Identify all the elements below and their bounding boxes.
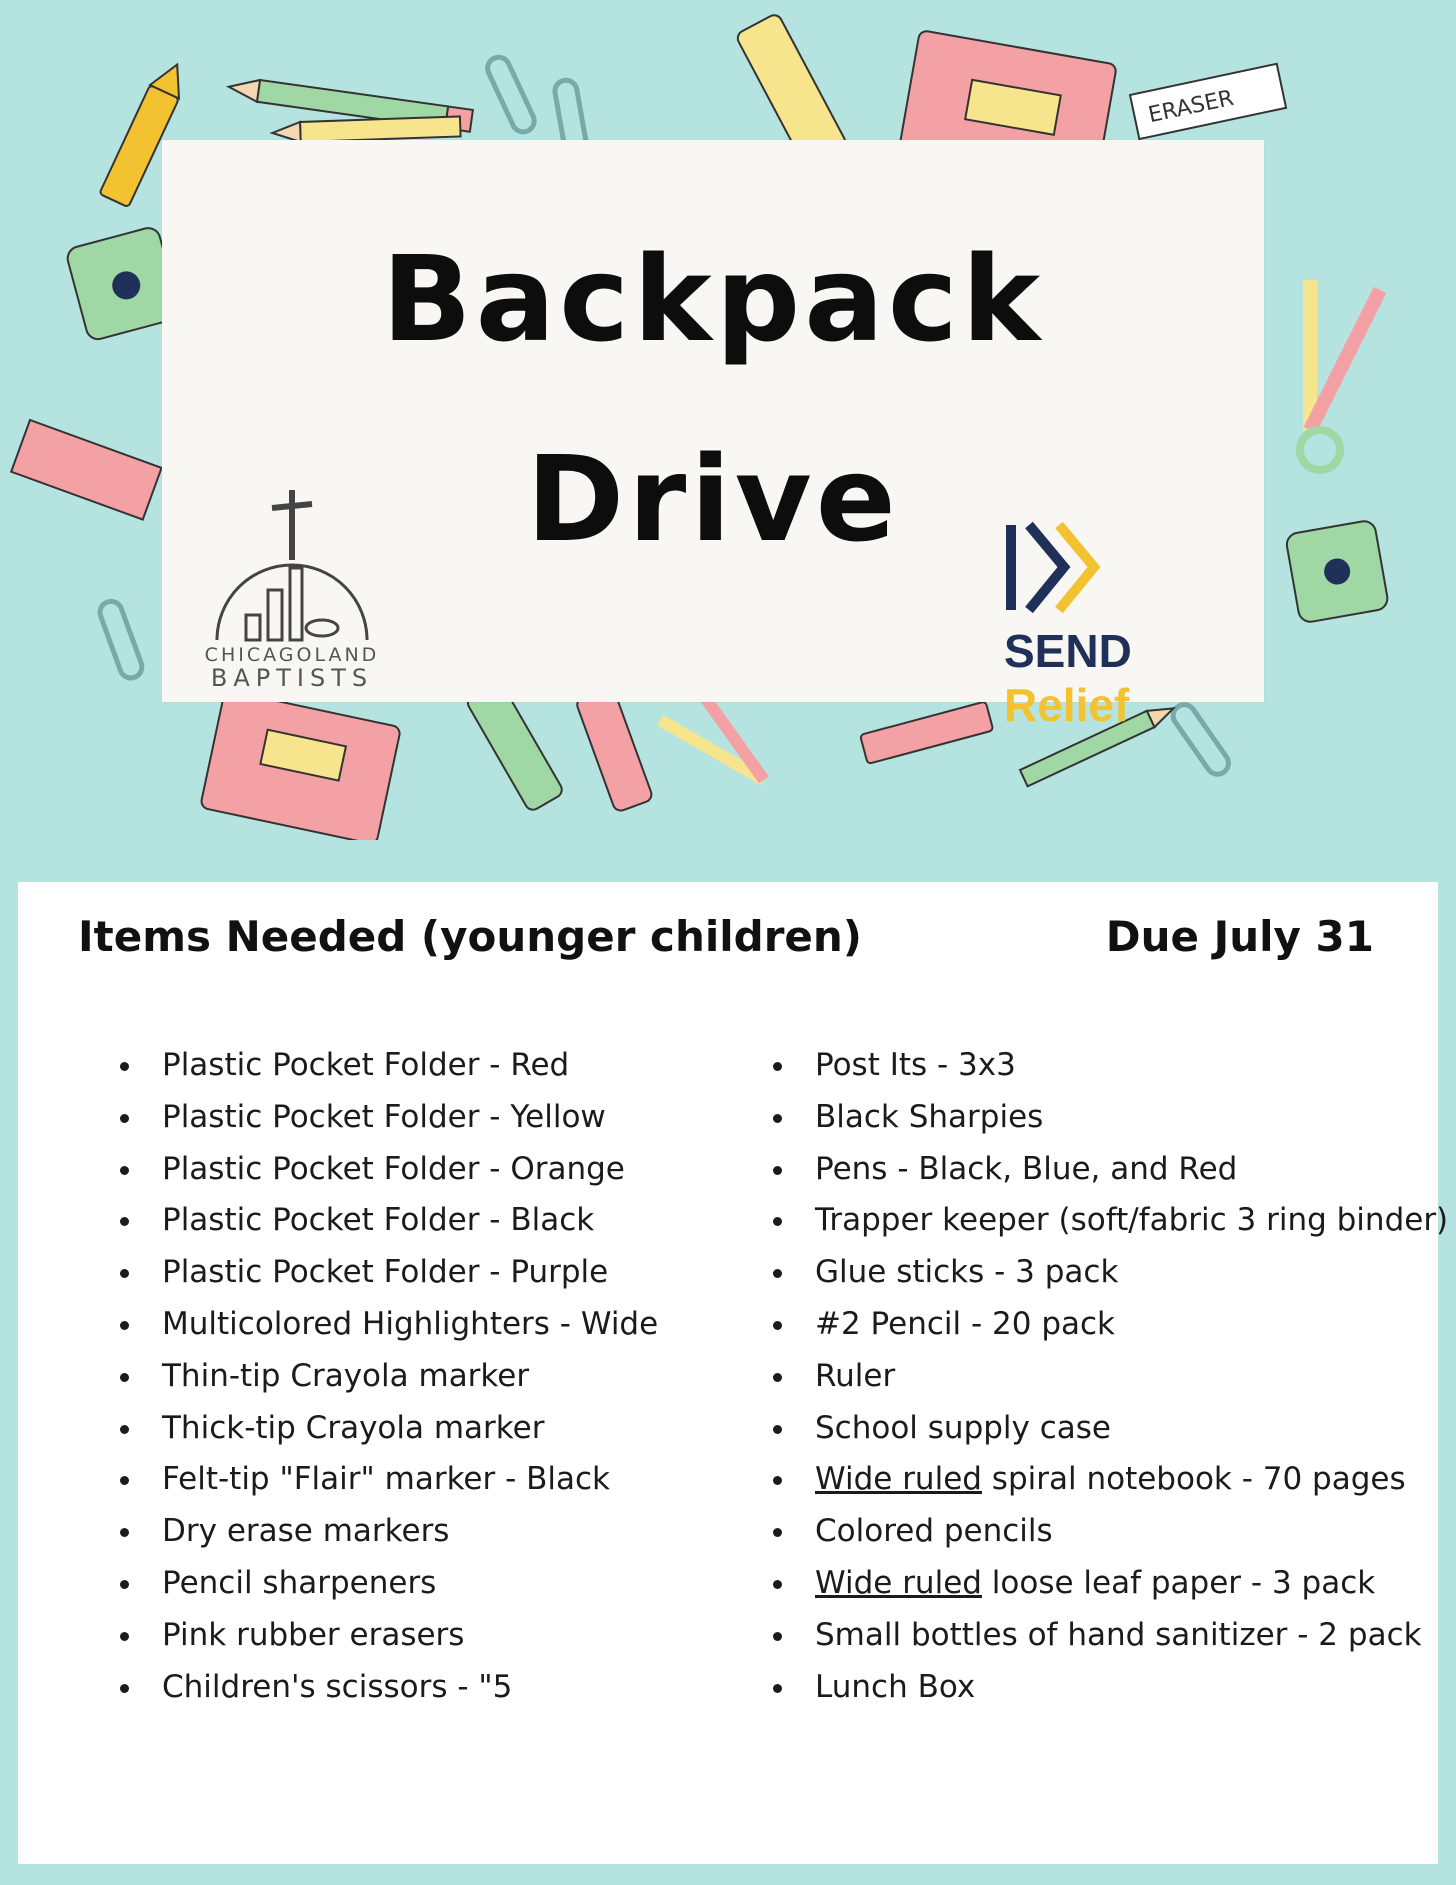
send-relief-word-send: SEND	[1004, 625, 1132, 677]
list-item: Multicolored Highlighters - Wide	[100, 1299, 720, 1351]
notebook-icon	[200, 690, 401, 840]
list-item	[753, 1558, 1433, 1610]
list-item	[753, 1092, 1433, 1144]
list-item: Thick-tip Crayola marker	[100, 1403, 720, 1455]
list-item-text: Small bottles of hand sanitizer - 2 pack	[815, 1616, 1422, 1653]
list-item: Pencil sharpeners	[100, 1558, 720, 1610]
list-item-text: spiral notebook - 70 pages	[981, 1461, 1406, 1498]
list-item-text: Post Its - 3x3	[815, 1047, 1016, 1083]
chicagoland-logo-line1: CHICAGOLAND	[204, 644, 380, 666]
underlined-text: Wide ruled	[815, 1564, 982, 1601]
list-item-text: Ruler	[815, 1357, 896, 1394]
list-item	[753, 1506, 1433, 1558]
list-item	[753, 1610, 1433, 1662]
list-item-text: Pens - Black, Blue, and Red	[815, 1150, 1238, 1187]
underlined-text: Wide ruled	[815, 1461, 982, 1498]
list-item: Pink rubber erasers	[100, 1610, 720, 1662]
list-item: Thin-tip Crayola marker	[100, 1351, 720, 1403]
eraser-icon	[11, 420, 161, 520]
due-date: Due July 31	[1105, 912, 1374, 961]
eraser-label: ERASER	[1146, 85, 1236, 129]
items-list-left	[100, 1040, 720, 1713]
list-item	[753, 1247, 1433, 1299]
marker-icon	[575, 686, 654, 812]
list-item-text: #2 Pencil - 20 pack	[815, 1305, 1115, 1342]
list-item: Plastic Pocket Folder - Yellow	[100, 1092, 720, 1144]
list-item-text: Black Sharpies	[815, 1098, 1044, 1135]
send-relief-word-relief: Relief	[1004, 679, 1130, 731]
list-item-text: Trapper keeper (soft/fabric 3 ring binder)	[815, 1202, 1449, 1239]
send-relief-logo-text	[1004, 624, 1264, 732]
eraser-icon	[1130, 64, 1286, 139]
list-item-text: School supply case	[815, 1409, 1111, 1446]
send-relief-chevron-icon	[1004, 520, 1124, 620]
list-item-text: Glue sticks - 3 pack	[815, 1254, 1119, 1291]
list-item-text: Lunch Box	[815, 1668, 976, 1705]
items-panel	[18, 882, 1449, 1864]
hero-card	[162, 140, 1264, 731]
list-item	[753, 1454, 1433, 1506]
list-item	[753, 1144, 1433, 1196]
list-item	[753, 1662, 1433, 1714]
scissors-icon	[1300, 280, 1380, 470]
page-title-line1: Backpack	[381, 230, 1045, 368]
list-item	[753, 1195, 1449, 1247]
list-item: Children's scissors - "5	[100, 1662, 720, 1714]
chicagoland-logo-line2: BAPTISTS	[210, 664, 374, 692]
list-item	[753, 1040, 1433, 1092]
list-item	[753, 1403, 1433, 1455]
items-heading: Items Needed (younger children)	[78, 912, 862, 961]
crayon-icon	[860, 701, 993, 764]
list-item	[753, 1299, 1433, 1351]
pencil-icon	[272, 116, 461, 143]
list-item: Felt-tip "Flair" marker - Black	[100, 1454, 720, 1506]
list-item: Plastic Pocket Folder - Orange	[100, 1144, 720, 1196]
list-item: Plastic Pocket Folder - Black	[100, 1195, 720, 1247]
page-title-line2: Drive	[526, 430, 900, 568]
list-item	[753, 1351, 1433, 1403]
list-item: Plastic Pocket Folder - Red	[100, 1040, 720, 1092]
list-item-text: Colored pencils	[815, 1513, 1053, 1550]
sharpener-icon	[1285, 519, 1389, 623]
items-list-right	[753, 1040, 1449, 1713]
list-item-text: loose leaf paper - 3 pack	[981, 1564, 1376, 1601]
list-item: Dry erase markers	[100, 1506, 720, 1558]
list-item: Plastic Pocket Folder - Purple	[100, 1247, 720, 1299]
